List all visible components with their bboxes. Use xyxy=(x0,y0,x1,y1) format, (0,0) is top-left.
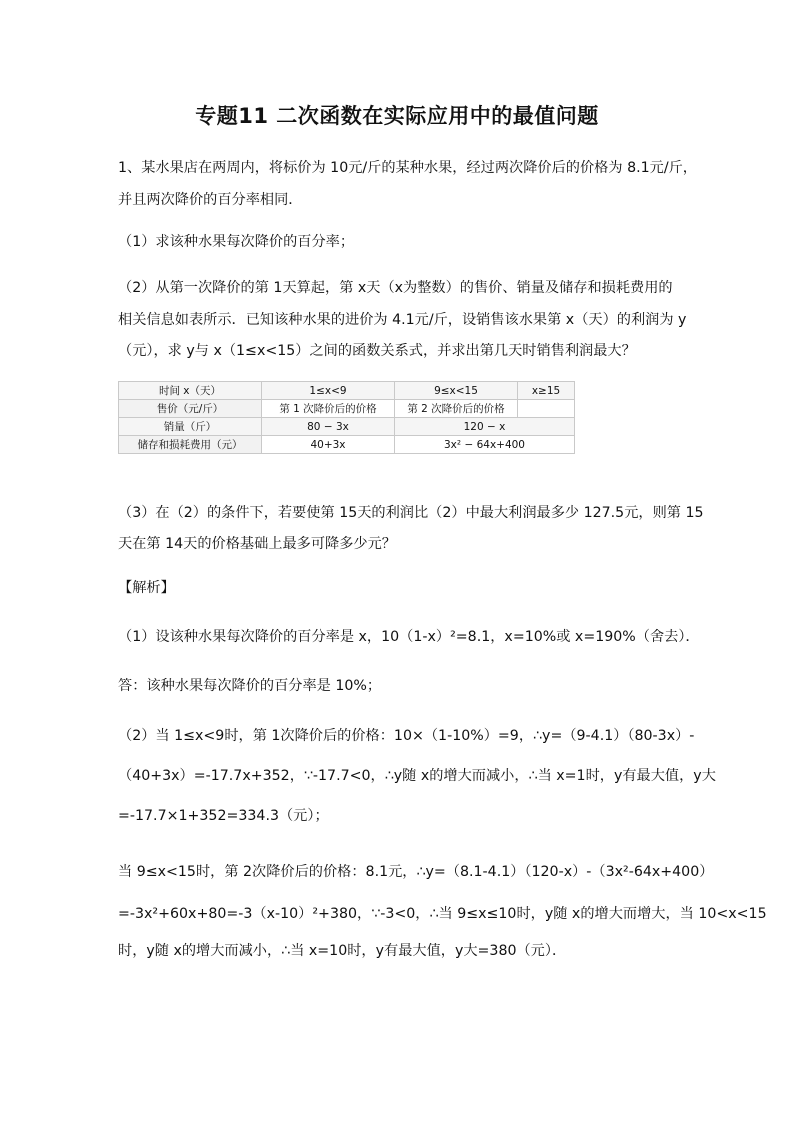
table-cell: 时间 x（天） xyxy=(119,382,262,400)
solution-part-2-line-2: （40+3x）=-17.7x+352，∵-17.7<0，∴y随 x的增大而减小，∴当 x=1时，y有最大值，y大 xyxy=(118,768,716,784)
info-table-container xyxy=(118,381,574,454)
question-2-line-1: （2）从第一次降价的第 1天算起，第 x天（x为整数）的售价、销量及储存和损耗费用的 xyxy=(118,280,673,296)
table-cell: x≥15 xyxy=(518,382,575,400)
question-2-line-2: 相关信息如表所示．已知该种水果的进价为 4.1元/斤，设销售该水果第 x（天）的利润为 y xyxy=(118,312,687,328)
problem-intro-line-1: 1、某水果店在两周内，将标价为 10元/斤的某种水果，经过两次降价后的价格为 8.1元/斤， xyxy=(118,160,697,176)
solution-part-3-line-3: 时，y随 x的增大而减小，∴当 x=10时，y有最大值，y大=380（元）． xyxy=(118,943,567,959)
table-cell: 3x² − 64x+400 xyxy=(395,436,575,454)
solution-answer-1: 答：该种水果每次降价的百分率是 10%； xyxy=(118,678,382,694)
table-row xyxy=(119,436,575,454)
solution-part-2-line-3: =-17.7×1+352=334.3（元）； xyxy=(118,808,329,824)
info-table xyxy=(118,381,575,454)
solution-part-3-line-2: =-3x²+60x+80=-3（x-10）²+380，∵-3<0，∴当 9≤x≤10时，y随 x的增大而增大，当 10<x<15 xyxy=(118,906,767,922)
question-3-line-2: 天在第 14天的价格基础上最多可降多少元？ xyxy=(118,536,396,552)
table-cell: 销量（斤） xyxy=(119,418,262,436)
solution-heading: 【解析】 xyxy=(118,580,175,596)
solution-part-2-line-1: （2）当 1≤x<9时，第 1次降价后的价格：10×（1-10%）=9，∴y=（9-4.1）（80-3x）- xyxy=(118,728,695,744)
page-title: 专题11 二次函数在实际应用中的最值问题 xyxy=(195,104,599,128)
table-cell: 80 − 3x xyxy=(262,418,395,436)
solution-part-3-line-1: 当 9≤x<15时，第 2次降价后的价格：8.1元，∴y=（8.1-4.1）（120-x）-（3x²-64x+400） xyxy=(118,864,714,880)
question-1: （1）求该种水果每次降价的百分率； xyxy=(118,234,355,250)
table-row xyxy=(119,400,575,418)
question-2-line-3: （元），求 y与 x（1≤x<15）之间的函数关系式，并求出第几天时销售利润最大？ xyxy=(118,343,636,359)
table-cell: 120 − x xyxy=(395,418,575,436)
question-3-line-1: （3）在（2）的条件下，若要使第 15天的利润比（2）中最大利润最多少 127.5元，则第 15 xyxy=(118,505,704,521)
table-cell: 第 1 次降价后的价格 xyxy=(262,400,395,418)
table-row xyxy=(119,418,575,436)
table-cell: 1≤x<9 xyxy=(262,382,395,400)
table-cell: 储存和损耗费用（元） xyxy=(119,436,262,454)
solution-part-1: （1）设该种水果每次降价的百分率是 x，10（1-x）²=8.1，x=10%或 x=190%（舍去）． xyxy=(118,629,700,645)
table-cell xyxy=(518,400,575,418)
table-cell: 40+3x xyxy=(262,436,395,454)
table-row xyxy=(119,382,575,400)
table-cell: 9≤x<15 xyxy=(395,382,518,400)
table-cell: 售价（元/斤） xyxy=(119,400,262,418)
table-cell: 第 2 次降价后的价格 xyxy=(395,400,518,418)
problem-intro-line-2: 并且两次降价的百分率相同． xyxy=(118,192,303,208)
